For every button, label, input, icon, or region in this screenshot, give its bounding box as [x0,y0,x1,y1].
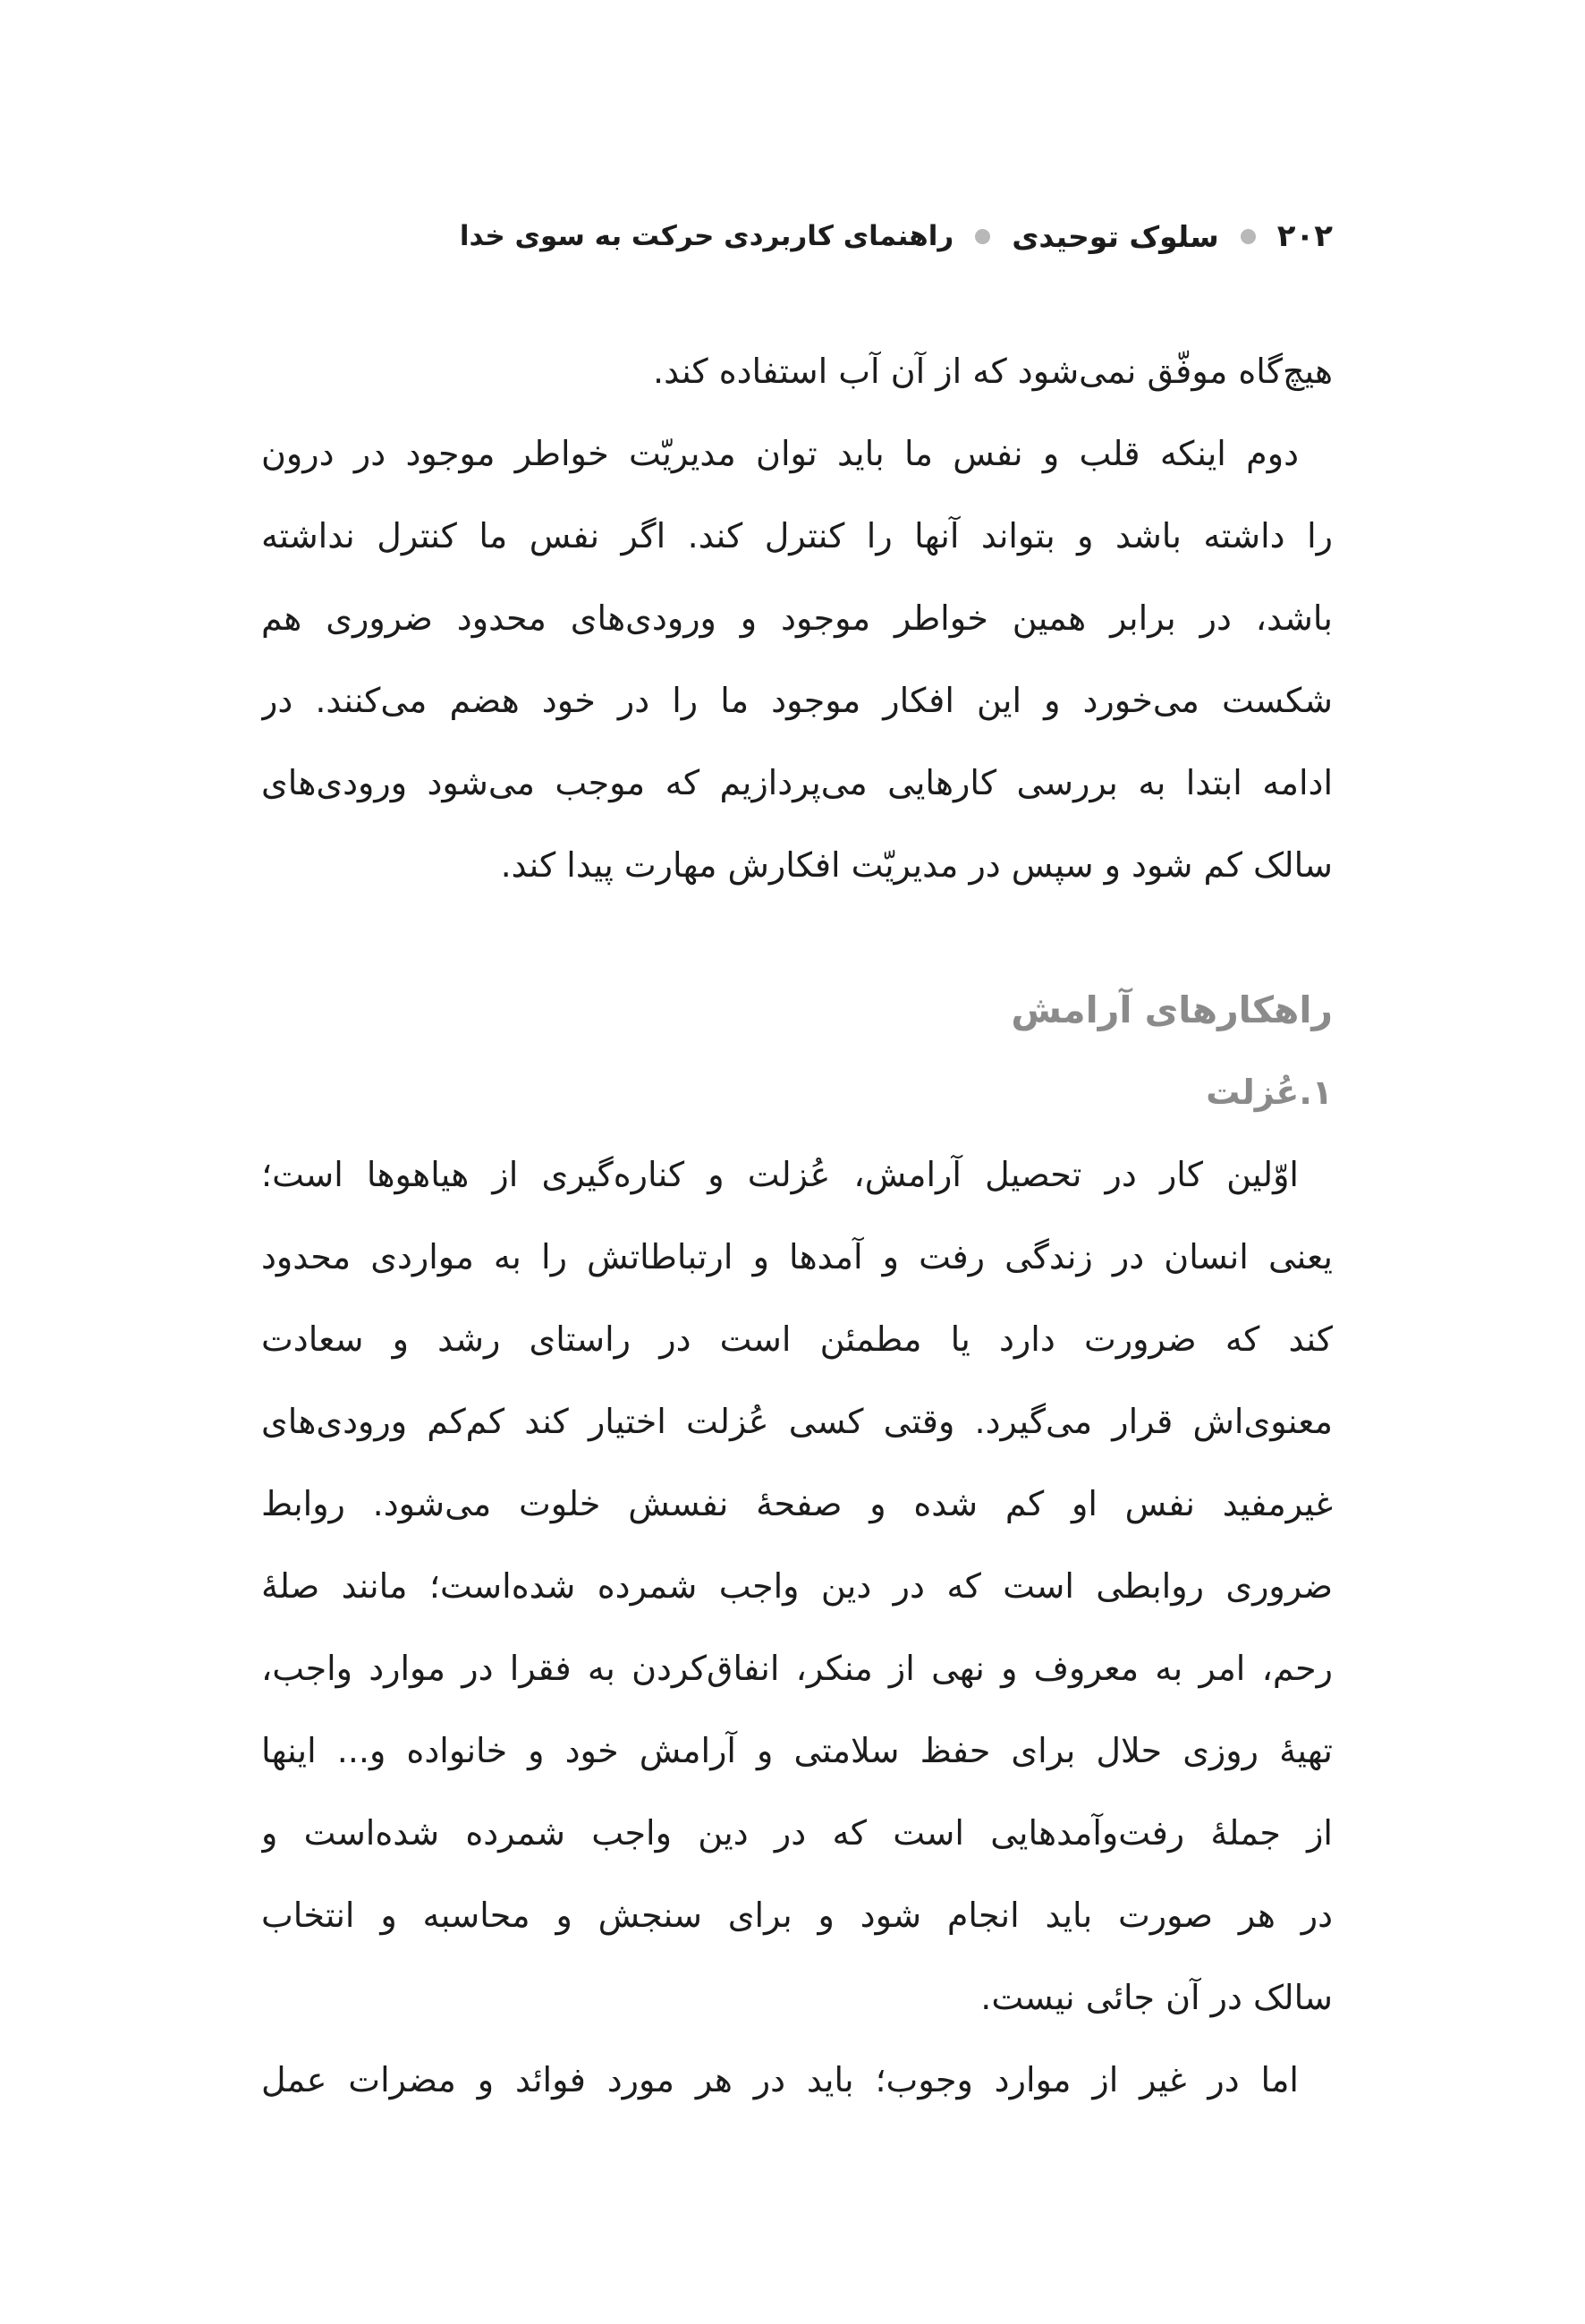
body-text-line: شکست می‌خورد و این افکار موجود ما را در خود هضم می‌کنند. در [261,681,1333,720]
body-text-line: کند که ضرورت دارد یا مطمئن است در راستای رشد و سعادت [261,1319,1333,1359]
body-text-line: سالک در آن جائی نیست. [980,1978,1333,2017]
body-text-line: از جملهٔ رفت‌وآمدهایی است که در دین واجب شمرده شده‌است و [261,1813,1333,1853]
body-text-line: باشد، در برابر همین خواطر موجود و ورودی‌های محدود ضروری هم [261,598,1333,638]
section-heading: راهکارهای آرامش [1011,988,1333,1031]
body-text-line: هیچ‌گاه موفّق نمی‌شود که از آن آب استفاده کند. [653,352,1333,391]
separator-dot-icon [1241,229,1256,244]
page-number: ۲۰۲ [1276,218,1333,254]
body-text-line: سالک کم شود و سپس در مدیریّت افکارش مهارت پیدا کند. [500,845,1333,885]
body-text-line: یعنی انسان در زندگی رفت و آمدها و ارتباطاتش را به مواردی محدود [261,1237,1333,1277]
body-text-line: در هر صورت باید انجام شود و برای سنجش و محاسبه و انتخاب [261,1896,1333,1935]
body-text-line: ضروری روابطی است که در دین واجب شمرده شده‌است؛ مانند صلهٔ [261,1566,1333,1606]
body-text-line: تهیهٔ روزی حلال برای حفظ سلامتی و آرامش خود و خانواده و... اینها [261,1731,1333,1770]
body-text-line: غیرمفید نفس او کم شده و صفحهٔ نفسش خلوت می‌شود. روابط [261,1484,1333,1523]
body-text-line: معنوی‌اش قرار می‌گیرد. وقتی کسی عُزلت اختیار کند کم‌کم ورودی‌های [261,1402,1333,1441]
book-title: سلوک توحیدی [1012,218,1219,254]
body-text-line: اوّلین کار در تحصیل آرامش، عُزلت و کناره‌گیری از هیاهوها است؛ [261,1155,1299,1194]
body-text-line: اما در غیر از موارد وجوب؛ باید در هر مورد فوائد و مضرات عمل [261,2060,1299,2099]
subsection-heading: ۱.عُزلت [1206,1073,1333,1112]
body-text-line: را داشته باشد و بتواند آنها را کنترل کند. اگر نفس ما کنترل نداشته [261,516,1333,556]
running-header [460,218,1333,254]
body-text-line: رحم، امر به معروف و نهی از منکر، انفاق‌کردن به فقرا در موارد واجب، [261,1649,1333,1688]
book-subtitle: راهنمای کاربردی حرکت به سوی خدا [459,220,954,252]
body-text-line: دوم اینکه قلب و نفس ما باید توان مدیریّت خواطر موجود در درون [261,434,1299,473]
separator-dot-icon [975,229,990,244]
text-block [261,330,1333,2121]
body-text-line: ادامه ابتدا به بررسی کارهایی می‌پردازیم که موجب می‌شود ورودی‌های [261,763,1333,802]
